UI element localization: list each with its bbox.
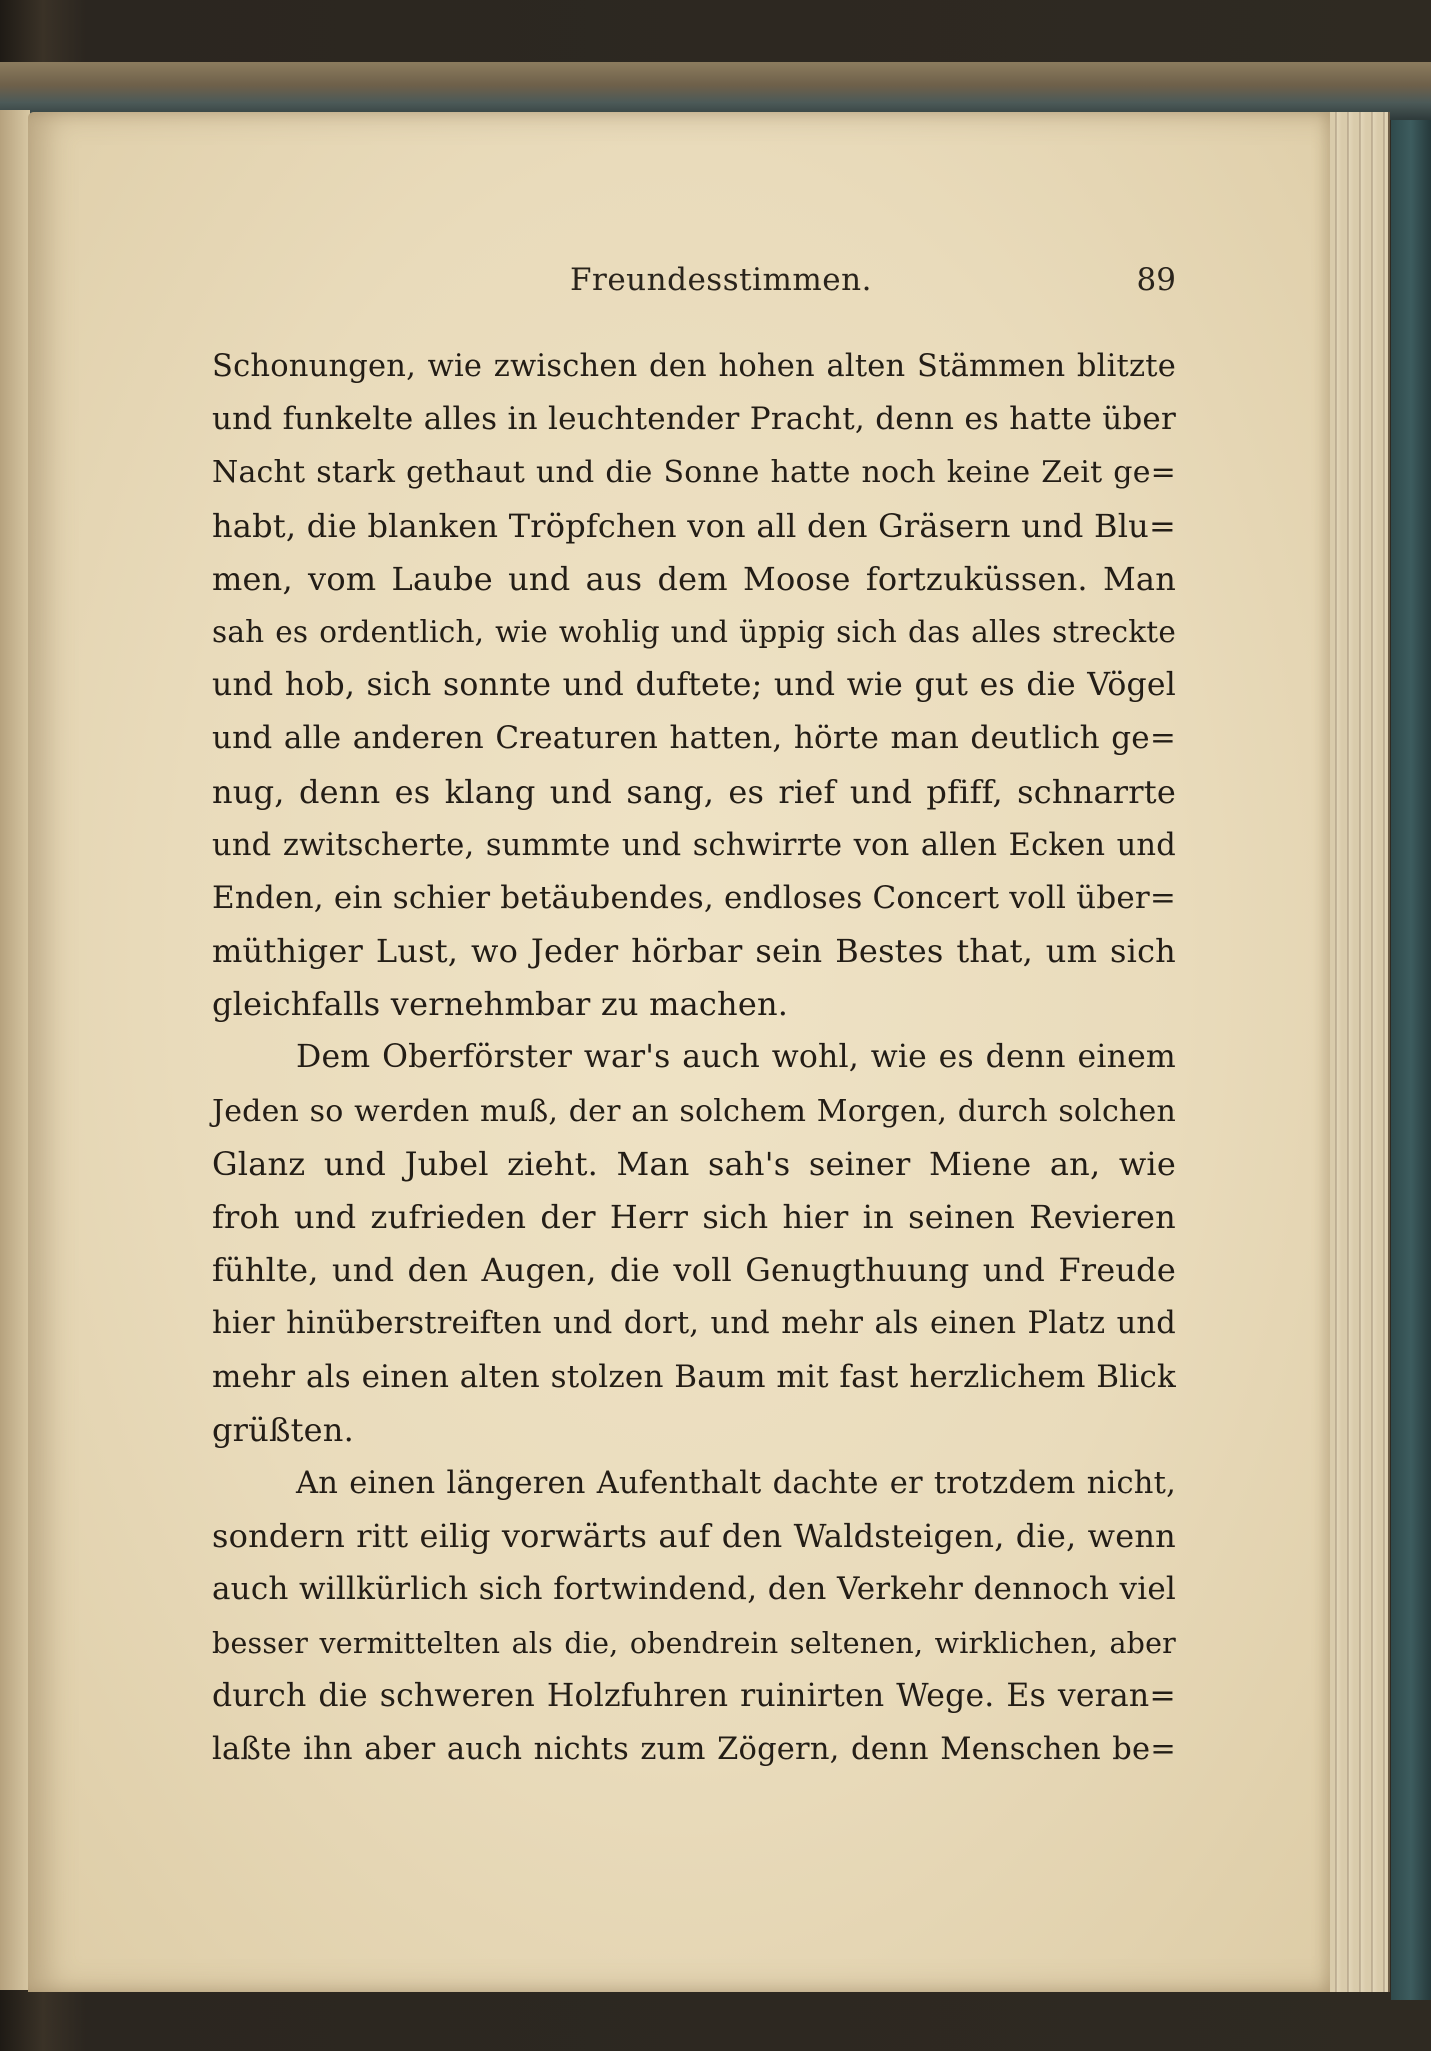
text-line: gleichfalls vernehmbar zu machen. [212,985,789,1024]
text-line: besser vermittelten als die, obendrein seltenen, wirklichen, aber [212,1626,1176,1660]
text-line: habt, die blanken Tröpfchen von all den Gräsern und Blu= [212,506,1176,545]
text-line: und zwitscherte, summte und schwirrte von allen Ecken und [212,827,1176,863]
text-line: auch willkürlich sich fortwindend, den Verkehr dennoch viel [212,1571,1176,1608]
cover-edge [1391,120,1431,2000]
body-text [212,340,1176,1776]
text-line: Schonungen, wie zwischen den hohen alten Stämmen blitzte [212,349,1176,384]
text-line: Nacht stark gethaut und die Sonne hatte noch keine Zeit ge= [212,455,1176,491]
text-line: durch die schweren Holzfuhren ruinirten Wege. Es veran= [212,1677,1176,1714]
text-line: laßte ihn aber auch nichts zum Zögern, denn Menschen be= [212,1731,1176,1767]
text-line: und funkelte alles in leuchtender Pracht, denn es hatte über [212,401,1176,438]
text-line: nug, denn es klang und sang, es rief und pfiff, schnarrte [212,772,1176,811]
text-line: und hob, sich sonnte und duftete; und wie gut es die Vögel [212,667,1176,704]
text-line: grüßten. [212,1410,354,1449]
text-line: hier hinüberstreiften und dort, und mehr als einen Platz und [212,1306,1176,1342]
text-line: froh und zufrieden der Herr sich hier in seinen Revieren [212,1198,1176,1236]
text-line: sondern ritt eilig vorwärts auf den Waldsteigen, die, wenn [212,1517,1176,1556]
page-number: 89 [1136,262,1176,298]
running-head: Freundesstimmen. [570,262,872,298]
text-line: fühlte, und den Augen, die voll Genugthuung und Freude [212,1251,1176,1290]
previous-page-edge [0,110,30,1990]
text-line: Jeden so werden muß, der an solchem Morgen, durch solchen [212,1093,1176,1129]
text-line: sah es ordentlich, wie wohlig und üppig sich das alles streckte [212,614,1176,649]
text-line: mehr als einen alten stolzen Baum mit fast herzlichem Blick [212,1358,1176,1395]
text-line: Enden, ein schier betäubendes, endloses Concert voll über= [212,879,1177,916]
text-line: Glanz und Jubel zieht. Man sah's seiner Miene an, wie [212,1144,1176,1183]
text-line: An einen längeren Aufenthalt dachte er trotzdem nicht, [296,1465,1176,1501]
text-line: und alle anderen Creaturen hatten, hörte man deutlich ge= [212,720,1176,757]
text-line: müthiger Lust, wo Jeder hörbar sein Bestes that, um sich [212,932,1176,971]
text-line: Dem Oberförster war's auch wohl, wie es denn einem [296,1039,1176,1076]
text-line: men, vom Laube und aus dem Moose fortzuküssen. Man [212,559,1176,598]
